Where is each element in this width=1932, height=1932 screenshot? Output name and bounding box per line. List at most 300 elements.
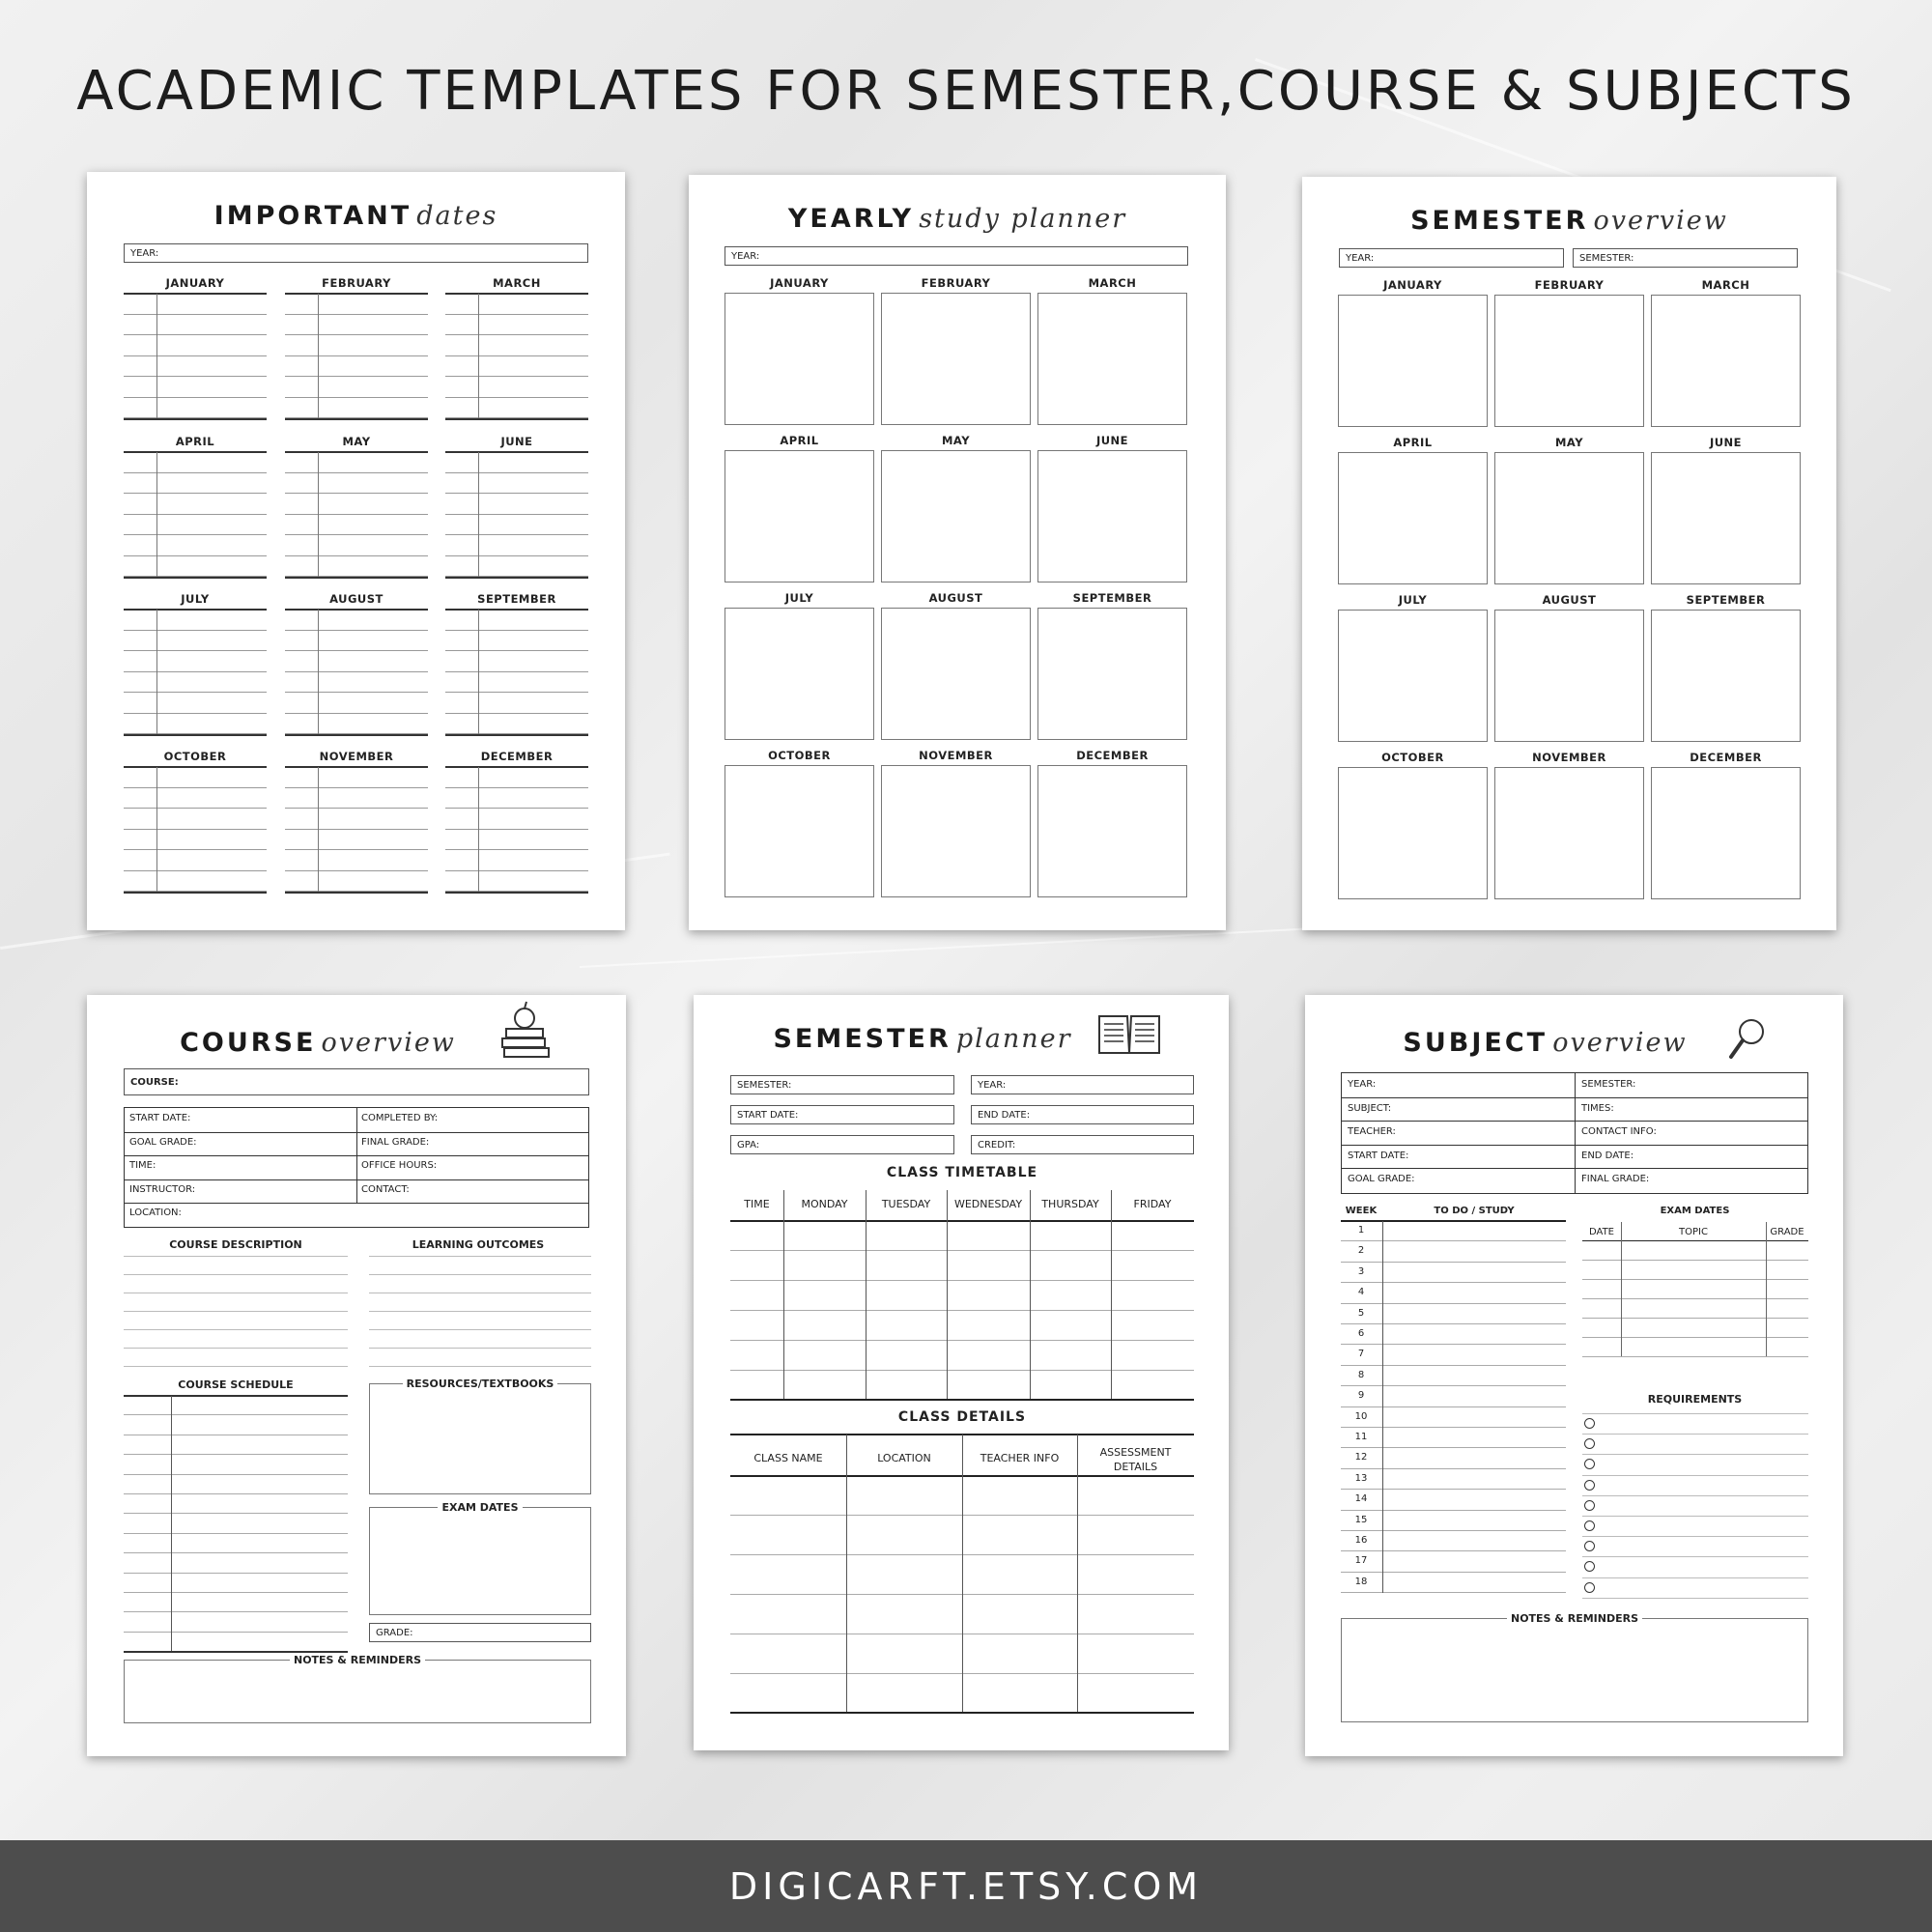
title-script: overview: [1593, 206, 1728, 236]
requirement-checkbox[interactable]: [1584, 1480, 1595, 1491]
week-row-line[interactable]: [1341, 1262, 1566, 1263]
month-heading: FEBRUARY: [322, 276, 391, 290]
month-heading: AUGUST: [928, 591, 983, 605]
schedule-divider: [171, 1396, 172, 1651]
notes-box[interactable]: [124, 1660, 591, 1723]
details-col-heading: ASSESSMENT DETAILS: [1099, 1446, 1172, 1473]
info-label: TIME:: [129, 1160, 156, 1171]
month-heading: JUNE: [1095, 434, 1129, 447]
week-row-line[interactable]: [1341, 1447, 1566, 1448]
weeks-top-rule: [1341, 1220, 1566, 1222]
week-number: 5: [1357, 1307, 1365, 1319]
requirement-checkbox[interactable]: [1584, 1561, 1595, 1572]
month-bottom-rule: [285, 892, 428, 894]
date-line[interactable]: [124, 870, 267, 871]
month-heading: OCTOBER: [1381, 751, 1444, 764]
info-label: GOAL GRADE:: [129, 1136, 197, 1148]
date-line[interactable]: [124, 397, 267, 398]
description-line[interactable]: [124, 1348, 348, 1349]
date-line[interactable]: [445, 334, 588, 335]
semester-field[interactable]: GPA:: [730, 1135, 954, 1154]
semester-field[interactable]: END DATE:: [971, 1105, 1194, 1124]
requirement-checkbox[interactable]: [1584, 1418, 1595, 1429]
date-line[interactable]: [445, 650, 588, 651]
week-row-line[interactable]: [1341, 1489, 1566, 1490]
schedule-line[interactable]: [124, 1414, 348, 1415]
week-number: 12: [1354, 1452, 1368, 1463]
date-line[interactable]: [285, 870, 428, 871]
date-line[interactable]: [445, 555, 588, 556]
timetable-col-heading: MONDAY: [801, 1198, 848, 1210]
week-number: 6: [1357, 1328, 1365, 1339]
month-box[interactable]: [1494, 767, 1644, 899]
month-box[interactable]: [1037, 765, 1187, 897]
month-heading: JUNE: [500, 435, 533, 448]
timetable-row-line[interactable]: [730, 1370, 1194, 1371]
course-info-table: [124, 1107, 589, 1228]
schedule-line[interactable]: [124, 1474, 348, 1475]
grade-field[interactable]: GRADE:: [369, 1623, 591, 1642]
info-label: SUBJECT:: [1348, 1102, 1392, 1114]
resources-heading: RESOURCES/TEXTBOOKS: [403, 1378, 558, 1390]
date-line[interactable]: [445, 630, 588, 631]
info-col-line: [1575, 1073, 1576, 1193]
month-box[interactable]: [1494, 295, 1644, 427]
date-line[interactable]: [445, 355, 588, 356]
notes-heading: NOTES & REMINDERS: [290, 1654, 425, 1666]
todo-heading: TO DO / STUDY: [1434, 1206, 1515, 1216]
month-heading: NOVEMBER: [319, 750, 394, 763]
month-box[interactable]: [881, 293, 1031, 425]
requirement-line: [1582, 1577, 1808, 1578]
date-line[interactable]: [445, 849, 588, 850]
month-heading: JUNE: [1709, 436, 1743, 449]
semester-field[interactable]: START DATE:: [730, 1105, 954, 1124]
month-box[interactable]: [724, 608, 874, 740]
date-divider: [318, 610, 319, 734]
year-field[interactable]: YEAR:: [724, 246, 1188, 266]
month-box[interactable]: [1651, 295, 1801, 427]
date-line[interactable]: [285, 314, 428, 315]
date-line[interactable]: [124, 514, 267, 515]
subject-info-table: [1341, 1072, 1808, 1194]
week-row-line[interactable]: [1341, 1323, 1566, 1324]
semester-field[interactable]: SEMESTER:: [730, 1075, 954, 1094]
month-heading: JANUARY: [1383, 278, 1442, 292]
week-number: 18: [1354, 1576, 1368, 1587]
month-box[interactable]: [1494, 610, 1644, 742]
week-row-line[interactable]: [1341, 1572, 1566, 1573]
month-heading: OCTOBER: [163, 750, 227, 763]
date-line[interactable]: [124, 334, 267, 335]
title-script: overview: [1552, 1028, 1688, 1058]
date-line[interactable]: [124, 555, 267, 556]
month-box[interactable]: [1651, 452, 1801, 584]
outcomes-line[interactable]: [369, 1329, 591, 1330]
requirement-line: [1582, 1434, 1808, 1435]
month-heading: DECEMBER: [480, 750, 554, 763]
schedule-line[interactable]: [124, 1592, 348, 1593]
month-heading: DECEMBER: [1690, 751, 1762, 764]
semester-field[interactable]: YEAR:: [971, 1075, 1194, 1094]
month-box[interactable]: [881, 765, 1031, 897]
title-bold: IMPORTANT: [213, 201, 412, 231]
details-col-heading: CLASS NAME: [753, 1452, 823, 1464]
exam-row-line[interactable]: [1582, 1298, 1808, 1299]
month-heading: APRIL: [780, 434, 819, 447]
exam-row-line[interactable]: [1582, 1337, 1808, 1338]
requirements-heading: REQUIREMENTS: [1647, 1393, 1743, 1406]
date-line[interactable]: [285, 849, 428, 850]
date-line[interactable]: [285, 376, 428, 377]
schedule-line[interactable]: [124, 1573, 348, 1574]
month-box[interactable]: [1037, 450, 1187, 582]
exam-col-heading: TOPIC: [1679, 1227, 1708, 1237]
exam-row-line[interactable]: [1582, 1260, 1808, 1261]
resources-box[interactable]: [369, 1383, 591, 1494]
exam-row-line[interactable]: [1582, 1356, 1808, 1357]
exam-header-rule: [1582, 1240, 1808, 1241]
outcomes-line[interactable]: [369, 1366, 591, 1367]
month-bottom-rule: [445, 418, 588, 420]
week-row-line[interactable]: [1341, 1510, 1566, 1511]
description-line[interactable]: [124, 1274, 348, 1275]
week-row-line[interactable]: [1341, 1282, 1566, 1283]
requirement-checkbox[interactable]: [1584, 1500, 1595, 1511]
week-heading: WEEK: [1345, 1206, 1378, 1216]
exam-row-line[interactable]: [1582, 1279, 1808, 1280]
date-divider: [318, 294, 319, 418]
timetable-col-heading: TIME: [744, 1198, 770, 1210]
date-line[interactable]: [124, 493, 267, 494]
month-top-rule: [445, 609, 588, 611]
date-line[interactable]: [445, 514, 588, 515]
date-line[interactable]: [285, 787, 428, 788]
info-label: END DATE:: [1581, 1150, 1634, 1161]
info-label: FINAL GRADE:: [361, 1136, 430, 1148]
date-line[interactable]: [124, 376, 267, 377]
month-heading: APRIL: [175, 435, 215, 448]
info-label: COMPLETED BY:: [361, 1113, 439, 1123]
month-box[interactable]: [1494, 452, 1644, 584]
yearly-study-planner-sheet: [689, 175, 1226, 930]
timetable-row-line[interactable]: [730, 1280, 1194, 1281]
magnifying-glass-icon: [1726, 1016, 1767, 1063]
month-bottom-rule: [124, 577, 267, 579]
week-number: 3: [1357, 1265, 1365, 1277]
outcomes-line[interactable]: [369, 1256, 591, 1257]
week-number: 1: [1357, 1225, 1365, 1236]
week-row-line[interactable]: [1341, 1406, 1566, 1407]
date-line[interactable]: [285, 650, 428, 651]
semester-planner-sheet: [694, 995, 1229, 1750]
week-row-line[interactable]: [1341, 1530, 1566, 1531]
schedule-line[interactable]: [124, 1552, 348, 1553]
timetable-row-line[interactable]: [730, 1250, 1194, 1251]
title-bold: SUBJECT: [1403, 1028, 1548, 1058]
info-label: GOAL GRADE:: [1348, 1174, 1415, 1185]
week-number: 16: [1354, 1535, 1368, 1546]
sheet-title: [689, 204, 1226, 234]
month-top-rule: [124, 609, 267, 611]
month-bottom-rule: [124, 418, 267, 420]
date-line[interactable]: [285, 397, 428, 398]
month-box[interactable]: [1338, 295, 1488, 427]
description-line[interactable]: [124, 1366, 348, 1367]
date-line[interactable]: [285, 555, 428, 556]
exam-col-line: [1766, 1222, 1767, 1356]
description-line[interactable]: [124, 1329, 348, 1330]
details-col-line: [1077, 1435, 1078, 1712]
date-line[interactable]: [285, 808, 428, 809]
month-bottom-rule: [285, 418, 428, 420]
month-heading: AUGUST: [1542, 593, 1597, 607]
month-heading: NOVEMBER: [1532, 751, 1606, 764]
date-line[interactable]: [445, 397, 588, 398]
date-line[interactable]: [445, 713, 588, 714]
info-label: START DATE:: [129, 1113, 191, 1123]
month-heading: JANUARY: [770, 276, 829, 290]
year-field[interactable]: YEAR:: [1339, 248, 1564, 268]
requirement-checkbox[interactable]: [1584, 1541, 1595, 1551]
requirement-checkbox[interactable]: [1584, 1459, 1595, 1469]
month-top-rule: [124, 293, 267, 295]
date-line[interactable]: [285, 472, 428, 473]
week-row-line[interactable]: [1341, 1592, 1566, 1593]
date-line[interactable]: [124, 671, 267, 672]
date-line[interactable]: [124, 849, 267, 850]
requirement-line: [1582, 1454, 1808, 1455]
month-box[interactable]: [724, 765, 874, 897]
outcomes-line[interactable]: [369, 1348, 591, 1349]
month-bottom-rule: [445, 734, 588, 736]
week-row-line[interactable]: [1341, 1427, 1566, 1428]
week-row-line[interactable]: [1341, 1344, 1566, 1345]
month-heading: MARCH: [1088, 276, 1137, 290]
date-line[interactable]: [445, 472, 588, 473]
date-line[interactable]: [285, 692, 428, 693]
requirement-checkbox[interactable]: [1584, 1582, 1595, 1593]
learning-outcomes-heading: LEARNING OUTCOMES: [412, 1238, 545, 1251]
date-line[interactable]: [124, 472, 267, 473]
week-number: 11: [1354, 1432, 1368, 1442]
month-heading: FEBRUARY: [921, 276, 991, 290]
info-label: OFFICE HOURS:: [361, 1160, 438, 1171]
timetable-row-line[interactable]: [730, 1310, 1194, 1311]
date-line[interactable]: [285, 334, 428, 335]
info-col-line: [356, 1108, 357, 1203]
month-box[interactable]: [1651, 767, 1801, 899]
requirement-checkbox[interactable]: [1584, 1520, 1595, 1531]
timetable-bottom-rule: [730, 1399, 1194, 1401]
week-number: 17: [1354, 1555, 1368, 1567]
date-line[interactable]: [124, 829, 267, 830]
date-line[interactable]: [445, 787, 588, 788]
date-line[interactable]: [445, 314, 588, 315]
month-heading: FEBRUARY: [1534, 278, 1605, 292]
schedule-line[interactable]: [124, 1513, 348, 1514]
requirement-line: [1582, 1536, 1808, 1537]
notes-box[interactable]: [1341, 1618, 1808, 1722]
date-line[interactable]: [285, 713, 428, 714]
month-bottom-rule: [285, 577, 428, 579]
month-heading: MARCH: [493, 276, 541, 290]
month-top-rule: [445, 766, 588, 768]
date-line[interactable]: [285, 671, 428, 672]
date-divider: [478, 294, 479, 418]
month-bottom-rule: [124, 892, 267, 894]
date-line[interactable]: [445, 808, 588, 809]
date-line[interactable]: [445, 692, 588, 693]
week-row-line[interactable]: [1341, 1550, 1566, 1551]
exam-dates-heading: EXAM DATES: [438, 1501, 522, 1514]
course-field[interactable]: COURSE:: [124, 1068, 589, 1095]
date-line[interactable]: [445, 376, 588, 377]
date-line[interactable]: [445, 671, 588, 672]
outcomes-line[interactable]: [369, 1274, 591, 1275]
course-description-heading: COURSE DESCRIPTION: [169, 1238, 302, 1251]
date-line[interactable]: [124, 650, 267, 651]
month-box[interactable]: [724, 450, 874, 582]
title-script: study planner: [919, 204, 1127, 234]
month-top-rule: [285, 451, 428, 453]
date-line[interactable]: [285, 355, 428, 356]
exam-dates-box[interactable]: [369, 1507, 591, 1615]
exam-col-heading: GRADE: [1770, 1227, 1804, 1237]
date-line[interactable]: [285, 534, 428, 535]
subject-overview-sheet: [1305, 995, 1843, 1756]
date-line[interactable]: [124, 787, 267, 788]
week-number: 10: [1354, 1410, 1368, 1422]
info-label: YEAR:: [1348, 1079, 1377, 1090]
month-top-rule: [285, 766, 428, 768]
month-box[interactable]: [881, 450, 1031, 582]
month-heading: JULY: [784, 591, 814, 605]
week-number: 2: [1357, 1245, 1365, 1257]
title-bold: SEMESTER: [1410, 206, 1589, 236]
date-divider: [156, 767, 157, 892]
date-line[interactable]: [124, 630, 267, 631]
timetable-col-line: [947, 1190, 948, 1399]
month-box[interactable]: [1338, 767, 1488, 899]
week-row-line[interactable]: [1341, 1365, 1566, 1366]
location-label[interactable]: LOCATION:: [129, 1208, 182, 1218]
requirement-line: [1582, 1598, 1808, 1599]
description-line[interactable]: [124, 1311, 348, 1312]
schedule-line[interactable]: [124, 1533, 348, 1534]
month-heading: JULY: [1398, 593, 1428, 607]
week-number: 8: [1357, 1369, 1365, 1380]
month-heading: SEPTEMBER: [1072, 591, 1152, 605]
month-heading: OCTOBER: [768, 749, 831, 762]
notes-heading: NOTES & REMINDERS: [1507, 1612, 1642, 1625]
requirement-checkbox[interactable]: [1584, 1438, 1595, 1449]
date-line[interactable]: [124, 713, 267, 714]
timetable-col-line: [866, 1190, 867, 1399]
week-row-line[interactable]: [1341, 1303, 1566, 1304]
schedule-bottom-rule: [124, 1651, 348, 1653]
week-number: 7: [1357, 1349, 1365, 1360]
exam-col-heading: DATE: [1588, 1227, 1614, 1237]
date-line[interactable]: [285, 493, 428, 494]
week-row-line[interactable]: [1341, 1468, 1566, 1469]
month-heading: AUGUST: [329, 592, 384, 606]
title-script: dates: [416, 201, 498, 231]
date-divider: [478, 610, 479, 734]
month-box[interactable]: [881, 608, 1031, 740]
month-top-rule: [124, 766, 267, 768]
date-line[interactable]: [124, 692, 267, 693]
month-box[interactable]: [1037, 293, 1187, 425]
month-heading: JANUARY: [165, 276, 225, 290]
month-top-rule: [285, 293, 428, 295]
month-box[interactable]: [1338, 610, 1488, 742]
date-line[interactable]: [285, 514, 428, 515]
month-box[interactable]: [1037, 608, 1187, 740]
exam-row-line[interactable]: [1582, 1318, 1808, 1319]
date-line[interactable]: [124, 314, 267, 315]
week-number: 13: [1354, 1472, 1368, 1484]
exam-col-line: [1621, 1222, 1622, 1356]
details-col-heading: TEACHER INFO: [980, 1452, 1060, 1464]
date-line[interactable]: [445, 493, 588, 494]
date-line[interactable]: [445, 870, 588, 871]
week-row-line[interactable]: [1341, 1385, 1566, 1386]
date-divider: [318, 452, 319, 577]
month-heading: SEPTEMBER: [477, 592, 556, 606]
open-book-icon: [1095, 1010, 1163, 1059]
footer-text[interactable]: DIGICARFT.ETSY.COM: [728, 1865, 1204, 1908]
timetable-col-line: [783, 1190, 784, 1399]
year-field[interactable]: YEAR:: [124, 243, 588, 263]
info-label: CONTACT INFO:: [1581, 1126, 1657, 1138]
timetable-col-heading: FRIDAY: [1133, 1198, 1172, 1210]
schedule-line[interactable]: [124, 1611, 348, 1612]
month-bottom-rule: [445, 577, 588, 579]
timetable-row-line[interactable]: [730, 1340, 1194, 1341]
month-box[interactable]: [724, 293, 874, 425]
date-line[interactable]: [445, 534, 588, 535]
page-title: ACADEMIC TEMPLATES FOR SEMESTER,COURSE & SUBJECTS: [76, 60, 1856, 123]
schedule-top-rule: [124, 1395, 348, 1397]
date-line[interactable]: [285, 829, 428, 830]
schedule-line[interactable]: [124, 1493, 348, 1494]
sheet-title: [1302, 206, 1836, 236]
date-line[interactable]: [124, 808, 267, 809]
info-label: INSTRUCTOR:: [129, 1183, 196, 1195]
description-line[interactable]: [124, 1256, 348, 1257]
requirement-line: [1582, 1516, 1808, 1517]
schedule-line[interactable]: [124, 1454, 348, 1455]
class-timetable-heading: CLASS TIMETABLE: [886, 1165, 1038, 1180]
date-line[interactable]: [124, 355, 267, 356]
title-bold: YEARLY: [787, 204, 915, 234]
month-box[interactable]: [1338, 452, 1488, 584]
semester-field[interactable]: CREDIT:: [971, 1135, 1194, 1154]
schedule-line[interactable]: [124, 1632, 348, 1633]
month-heading: DECEMBER: [1076, 749, 1149, 762]
week-row-line[interactable]: [1341, 1240, 1566, 1241]
date-line[interactable]: [124, 534, 267, 535]
month-heading: MAY: [1554, 436, 1584, 449]
date-line[interactable]: [445, 829, 588, 830]
outcomes-line[interactable]: [369, 1311, 591, 1312]
date-line[interactable]: [285, 630, 428, 631]
month-box[interactable]: [1651, 610, 1801, 742]
timetable-col-heading: THURSDAY: [1041, 1198, 1099, 1210]
month-heading: APRIL: [1393, 436, 1433, 449]
semester-field[interactable]: SEMESTER:: [1573, 248, 1798, 268]
